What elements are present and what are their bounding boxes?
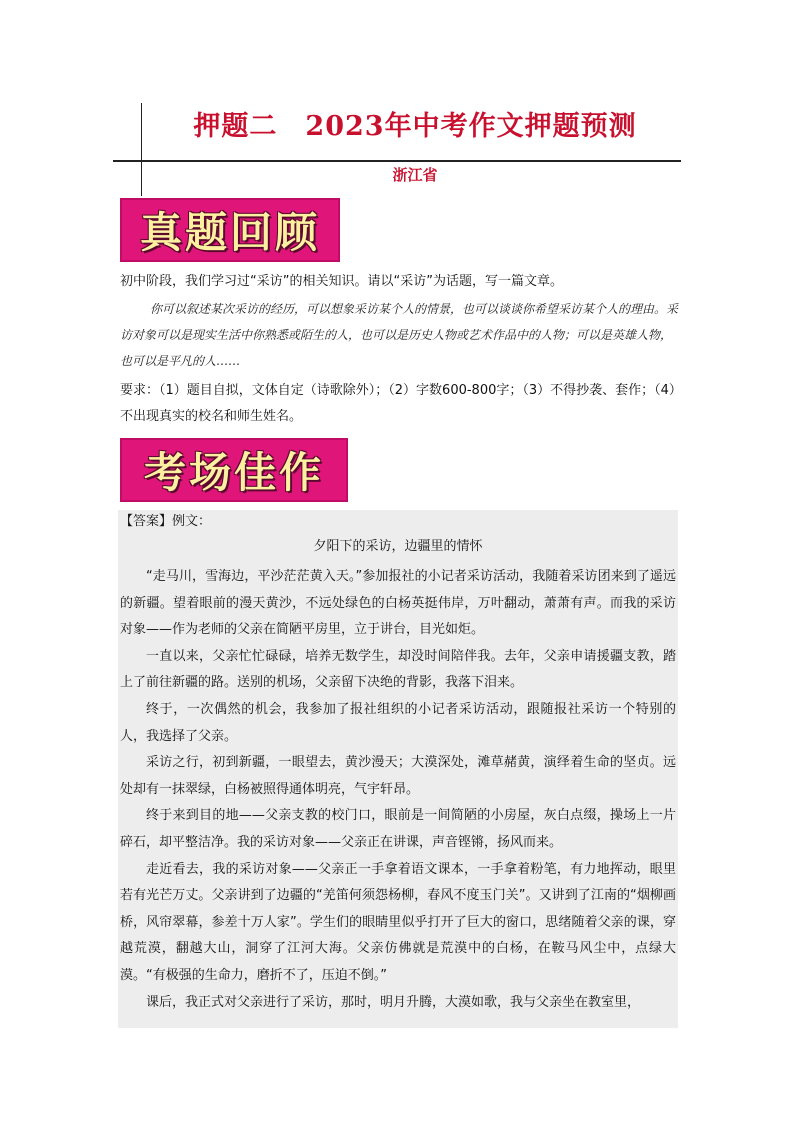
essay-paragraph: 一直以来，父亲忙忙碌碌，培养无数学生，却没时间陪伴我。去年，父亲申请援疆支教，踏上了前往新疆的路。送别的机场，父亲留下决绝的背影，我落下泪来。	[120, 648, 676, 691]
section-banner-model-essay	[120, 438, 348, 502]
essay-paragraph: 课后，我正式对父亲进行了采访，那时，明月升腾，大漠如歌，我与父亲坐在教室里，	[146, 994, 641, 1010]
answer-label: 【答案】例文：	[120, 514, 212, 529]
essay-paragraph: 终于来到目的地——父亲支教的校门口，眼前是一间简陋的小房屋，灰白点缀，操场上一片碎石，却平整洁净。我的采访对象——父亲正在讲课，声音铿锵，扬风而来。	[120, 808, 676, 850]
header-horizontal-rule	[113, 160, 681, 162]
prompt-requirements: 要求：（1）题目自拟，文体自定（诗歌除外）；（2）字数600-800字；（3）不得抄袭、套作；（4）不出现真实的校名和师生姓名。	[120, 383, 676, 424]
essay-paragraph: 终于，一次偶然的机会，我参加了报社组织的小记者采访活动，跟随报社采访一个特别的人，我选择了父亲。	[120, 701, 676, 744]
essay-paragraph: “走马川，雪海边，平沙茫茫黄入天。”参加报社的小记者采访活动，我随着采访团来到了遥远的新疆。望着眼前的漫天黄沙，不远处绿色的白杨英挺伟岸，万叶翻动，萧萧有声。而我的采访对象——作为老师的父亲在简陋平房里，立于讲台，目光如炬。	[120, 569, 676, 638]
section-banner-review-label: 真题回顾	[139, 208, 320, 257]
essay-body	[120, 564, 676, 1016]
province-subtitle: 浙江省	[392, 166, 438, 184]
essay-paragraph: 采访之行，初到新疆，一眼望去，黄沙漫天；大漠深处，滩草赭黄，演绎着生命的坚贞。远处却有一抹翠绿，白杨被照得通体明亮，气宇轩昂。	[120, 755, 676, 797]
essay-title: 夕阳下的采访，边疆里的情怀	[313, 539, 483, 554]
prompt-intro: 初中阶段，我们学习过“采访”的相关知识。请以“采访”为话题，写一篇文章。	[120, 274, 563, 289]
section-banner-model-essay-label: 考场佳作	[143, 448, 324, 497]
essay-paragraph: 走近看去，我的采访对象——父亲正一手拿着语文课本，一手拿着粉笔，有力地挥动，眼里若有光芒万丈。父亲讲到了边疆的“羌笛何须怨杨柳，春风不度玉门关”。又讲到了江南的“烟柳画桥，风帘翠幕，参差十万人家”。学生们的眼睛里似乎打开了巨大的窗口，思绪随着父亲的课，穿越荒漠，翻越大山，洞穿了江河大海。父亲仿佛就是荒漠中的白杨，在鞍马风尘中，点绿大漠。“有极强的生命力，磨折不了，压迫不倒。”	[120, 861, 676, 983]
page-title: 押题二 2023年中考作文押题预测	[193, 111, 637, 142]
section-banner-review	[120, 198, 340, 262]
header-vertical-rule	[141, 103, 142, 196]
prompt-note: 你可以叙述某次采访的经历，可以想象采访某个人的情景，也可以谈谈你希望采访某个人的理由。采访对象可以是现实生活中你熟悉或陌生的人，也可以是历史人物或艺术作品中的人物；可以是英雄人物，也可以是平凡的人……	[120, 302, 679, 368]
